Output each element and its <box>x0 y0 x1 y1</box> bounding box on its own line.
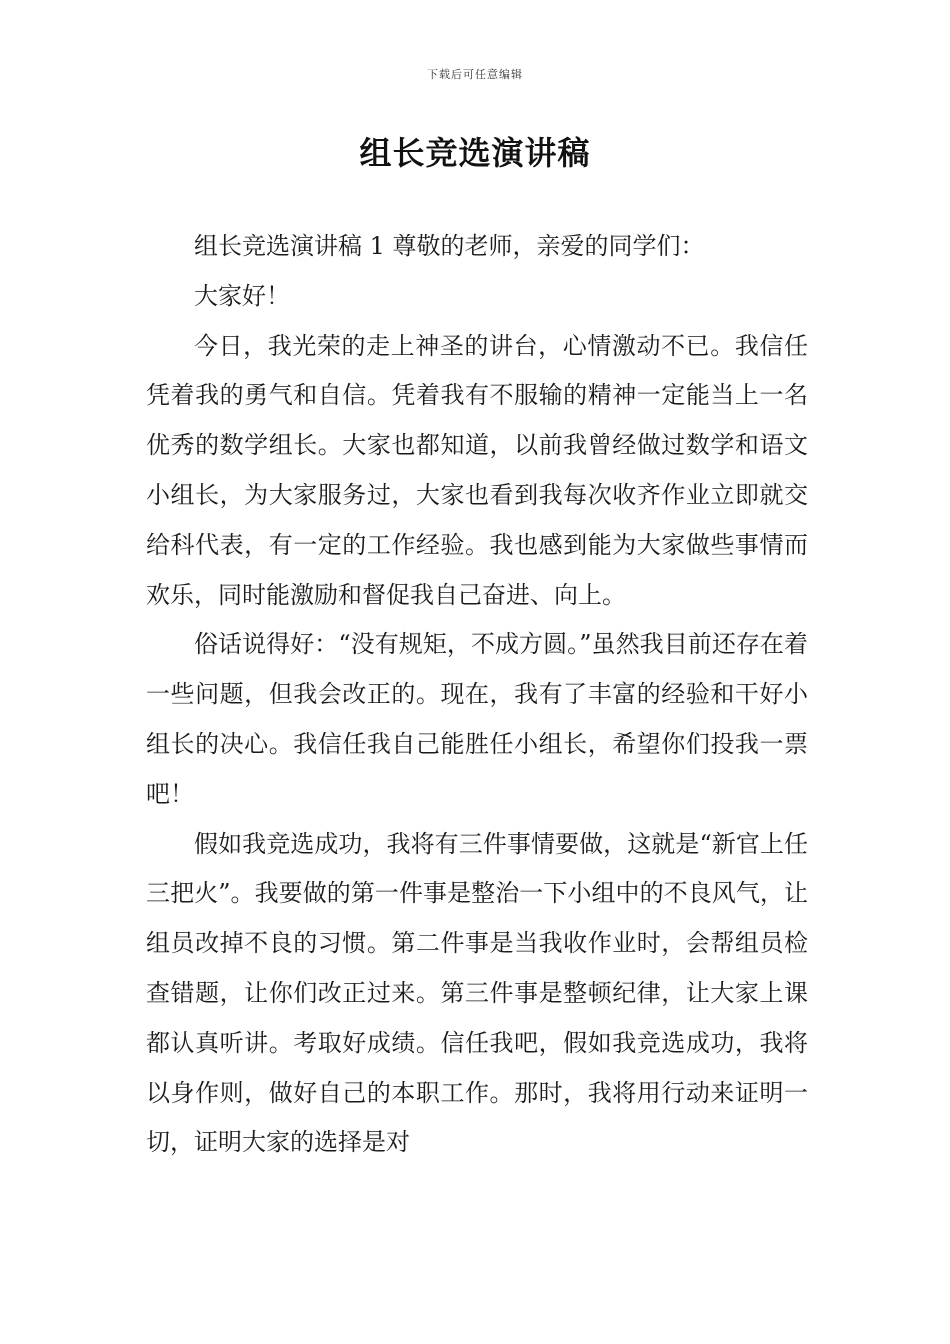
paragraph: 今日，我光荣的走上神圣的讲台，心情激动不已。我信任凭着我的勇气和自信。凭着我有不服输的精神一定能当上一名优秀的数学组长。大家也都知道，以前我曾经做过数学和语文小组长，为大家服务过，大家也看到我每次收齐作业立即就交给科代表，有一定的工作经验。我也感到能为大家做些事情而欢乐，同时能激励和督促我自己奋进、向上。 <box>146 331 808 609</box>
header-note: 下载后可任意编辑 <box>427 68 523 81</box>
document-body <box>146 222 808 1168</box>
paragraph: 大家好！ <box>194 281 290 310</box>
paragraph: 假如我竞选成功，我将有三件事情要做，这就是“新官上任三把火”。我要做的第一件事是整治一下小组中的不良风气，让组员改掉不良的习惯。第二件事是当我收作业时，会帮组员检查错题，让你们改正过来。第三件事是整顿纪律，让大家上课都认真听讲。考取好成绩。信任我吧，假如我竞选成功，我将以身作则，做好自己的本职工作。那时，我将用行动来证明一切，证明大家的选择是对 <box>146 829 808 1157</box>
document-title: 组长竞选演讲稿 <box>359 134 591 172</box>
paragraph: 组长竞选演讲稿 1 尊敬的老师，亲爱的同学们： <box>194 232 705 260</box>
paragraph: 俗话说得好：“没有规矩，不成方圆。”虽然我目前还存在着一些问题，但我会改正的。现在，我有了丰富的经验和干好小组长的决心。我信任我自己能胜任小组长，希望你们投我一票吧！ <box>146 630 808 808</box>
